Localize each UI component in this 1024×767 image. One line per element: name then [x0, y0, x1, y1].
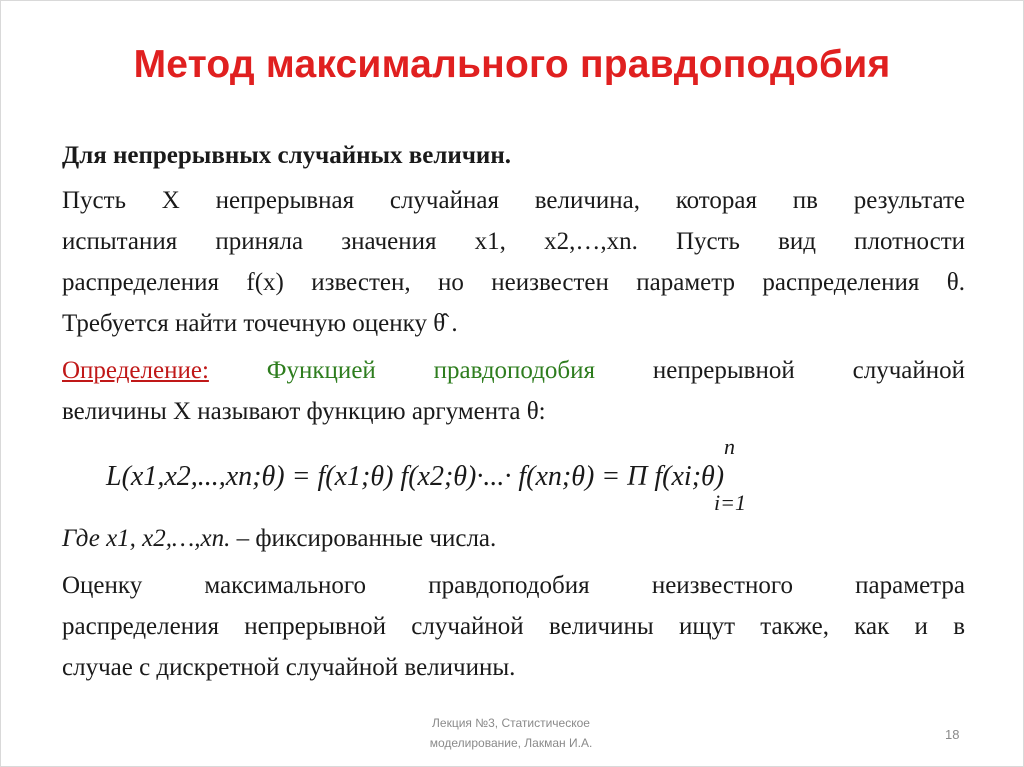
paragraph-line: случае с дискретной случайной величины. [62, 654, 516, 681]
footer-line: Лекция №3, Статистическое [432, 716, 590, 730]
definition-line [62, 350, 965, 391]
product-lower-limit: i=1 [714, 490, 746, 515]
formula-expression: L(x1,x2,...,xn;θ) = f(x1;θ) f(x2;θ)·...· f(xn;θ) = Π f(xi;θ) [106, 461, 725, 492]
page-number: 18 [945, 727, 960, 742]
where-text: – фиксированные числа. [230, 525, 497, 552]
paragraph-line: Пусть X непрерывная случайная величина, которая пв результате [62, 187, 965, 214]
paragraph-setup [62, 180, 965, 344]
definition-text: непрерывной случайной [652, 357, 965, 384]
slide-footer [381, 713, 641, 753]
definition-term: Функцией правдоподобия [266, 357, 596, 384]
paragraph-conclusion [62, 565, 965, 688]
slide-title: Метод максимального правдоподобия [133, 43, 891, 86]
product-upper-limit: n [724, 434, 735, 459]
paragraph-line: Оценку максимального правдоподобия неизвестного параметра [62, 572, 965, 599]
definition-label: Определение: [62, 357, 209, 384]
paragraph-line: испытания приняла значения x1, x2,…,xn. Пусть вид плотности [62, 228, 965, 255]
section-subheading: Для непрерывных случайных величин. [62, 142, 511, 169]
where-note [62, 518, 965, 559]
slide-body [62, 135, 965, 694]
definition-line: величины X называют функцию аргумента θ: [62, 398, 546, 425]
likelihood-formula [62, 434, 965, 515]
footer-line: моделирование, Лакман И.А. [429, 736, 593, 750]
paragraph-line: Требуется найти точечную оценку θ̂ . [62, 310, 458, 337]
paragraph-line: распределения f(x) известен, но неизвестен параметр распределения θ. [62, 269, 965, 296]
where-variables: Где x1, x2,…,xn. [62, 525, 231, 552]
paragraph-line: распределения непрерывной случайной величины ищут также, как и в [62, 613, 965, 640]
definition-block [62, 350, 965, 432]
